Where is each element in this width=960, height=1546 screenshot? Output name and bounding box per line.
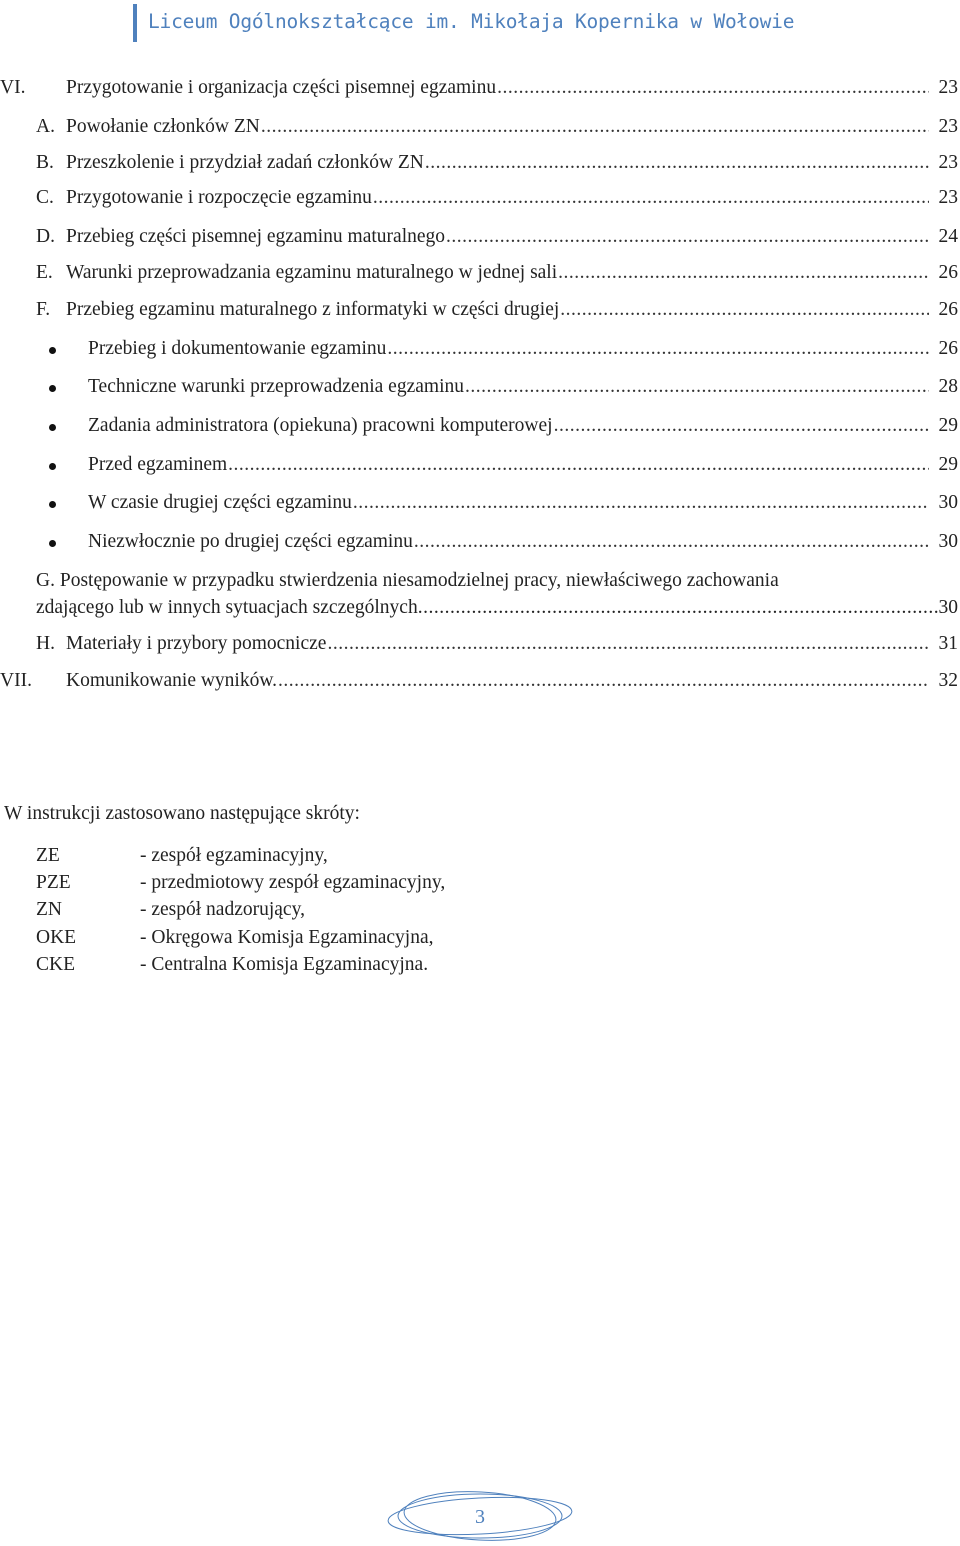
toc-leader-dots <box>327 632 929 656</box>
toc-subentry[interactable] <box>0 530 958 554</box>
page-number: 3 <box>475 1506 485 1528</box>
toc-entry-title: Przed egzaminem <box>88 454 228 475</box>
toc-entry[interactable] <box>0 76 958 100</box>
toc-entry-title: Techniczne warunki przeprowadzenia egzaminu <box>88 376 464 397</box>
bullet-icon <box>49 463 56 470</box>
toc-entry-page: 26 <box>938 262 958 283</box>
bullet-icon <box>49 424 56 431</box>
toc-leader-dots <box>418 594 939 621</box>
bullet-icon <box>49 540 56 547</box>
abbreviation-description: - przedmiotowy zespół egzaminacyjny, <box>140 872 446 893</box>
toc-leader-dots <box>446 225 929 249</box>
toc-leader-dots <box>261 115 929 139</box>
toc-subentry[interactable] <box>0 453 958 477</box>
abbreviation-code: PZE <box>36 872 71 893</box>
page-header <box>0 0 960 48</box>
bullet-icon <box>49 501 56 508</box>
abbreviation-code: CKE <box>36 954 75 975</box>
toc-leader-dots <box>497 76 929 100</box>
toc-entry-page: 30 <box>938 492 958 513</box>
toc-entry-page: 29 <box>938 454 958 475</box>
toc-entry-title: W czasie drugiej części egzaminu <box>88 492 352 513</box>
toc-entry-title: Przebieg części pisemnej egzaminu maturalnego <box>66 226 446 247</box>
toc-subentry[interactable] <box>0 414 958 438</box>
toc-leader-dots <box>228 453 929 477</box>
toc-entry-page: 32 <box>938 670 958 691</box>
toc-leader-dots <box>414 530 929 554</box>
toc-entry-title: Przebieg egzaminu maturalnego z informatyki w części drugiej <box>66 299 560 320</box>
toc-leader-dots <box>387 337 929 361</box>
toc-entry-page: 26 <box>938 338 958 359</box>
toc-entry-title: Zadania administratora (opiekuna) pracowni komputerowej <box>88 415 553 436</box>
toc-entry-first-line <box>36 567 779 594</box>
bullet-icon <box>49 347 56 354</box>
toc-entry[interactable] <box>0 669 958 693</box>
toc-entry-letter: D. <box>36 226 55 247</box>
toc-entry-page: 30 <box>938 597 958 618</box>
toc-leader-dots <box>425 151 929 175</box>
toc-entry-title: Przygotowanie i organizacja części pisemnej egzaminu <box>66 77 497 98</box>
toc-entry-page: 23 <box>938 116 958 137</box>
toc-entry-page: 28 <box>938 376 958 397</box>
abbreviations-intro: W instrukcji zastosowano następujące skróty: <box>4 803 360 824</box>
toc-entry-letter: E. <box>36 262 53 283</box>
toc-entry[interactable] <box>36 298 958 322</box>
toc-entry-page: 23 <box>938 187 958 208</box>
toc-entry-letter: B. <box>36 152 54 173</box>
toc-leader-dots <box>560 298 929 322</box>
toc-entry-page: 29 <box>938 415 958 436</box>
toc-leader-dots <box>554 414 929 438</box>
header-title: Liceum Ogólnokształcące im. Mikołaja Kopernika w Wołowie <box>148 10 795 33</box>
toc-entry-title: Materiały i przybory pomocnicze <box>66 633 327 654</box>
toc-entry-letter: H. <box>36 633 55 654</box>
toc-entry[interactable] <box>36 632 958 656</box>
toc-leader-dots <box>373 186 929 210</box>
toc-leader-dots <box>353 491 929 515</box>
toc-entry-title: Przebieg i dokumentowanie egzaminu <box>88 338 387 359</box>
toc-leader-dots <box>278 669 929 693</box>
toc-entry-letter: A. <box>36 116 55 137</box>
toc-entry[interactable] <box>36 186 958 210</box>
toc-entry[interactable] <box>36 261 958 285</box>
toc-entry-title-continued: zdającego lub w innych sytuacjach szczególnych <box>36 597 418 618</box>
abbreviation-code: OKE <box>36 927 77 948</box>
toc-leader-dots <box>558 261 929 285</box>
bullet-icon <box>49 385 56 392</box>
toc-subentry[interactable] <box>0 491 958 515</box>
toc-entry-page: 24 <box>938 226 958 247</box>
toc-entry-title: Powołanie członków ZN <box>66 116 260 137</box>
abbreviation-description: - Okręgowa Komisja Egzaminacyjna, <box>140 927 434 948</box>
abbreviation-description: - zespół nadzorujący, <box>140 899 305 920</box>
toc-entry-letter: C. <box>36 187 54 208</box>
abbreviation-code: ZE <box>36 845 60 866</box>
toc-subentry[interactable] <box>0 375 958 399</box>
toc-entry-title: Komunikowanie wyników. <box>66 670 278 691</box>
abbreviation-description: - Centralna Komisja Egzaminacyjna. <box>140 954 429 975</box>
toc-entry-page: 26 <box>938 299 958 320</box>
toc-entry-number: VII. <box>0 670 32 691</box>
toc-entry-number: VI. <box>0 77 26 98</box>
toc-subentry[interactable] <box>0 337 958 361</box>
header-accent-bar <box>133 4 137 42</box>
abbreviation-description: - zespół egzaminacyjny, <box>140 845 328 866</box>
toc-entry-page: 31 <box>938 633 958 654</box>
abbreviation-code: ZN <box>36 899 62 920</box>
toc-entry-title: Niezwłocznie po drugiej części egzaminu <box>88 531 413 552</box>
toc-entry-letter: G. <box>36 570 55 591</box>
toc-entry-title: Postępowanie w przypadku stwierdzenia niesamodzielnej pracy, niewłaściwego zachowania <box>59 570 779 591</box>
page-footer <box>0 1490 960 1546</box>
toc-entry[interactable] <box>36 151 958 175</box>
toc-entry-title: Warunki przeprowadzania egzaminu maturalnego w jednej sali <box>66 262 558 283</box>
toc-entry-letter: F. <box>36 299 51 320</box>
toc-entry-title: Przygotowanie i rozpoczęcie egzaminu <box>66 187 372 208</box>
toc-entry-second-line <box>36 594 958 621</box>
toc-entry-page: 30 <box>938 531 958 552</box>
toc-entry-page: 23 <box>938 77 958 98</box>
toc-entry-page: 23 <box>938 152 958 173</box>
toc-entry-title: Przeszkolenie i przydział zadań członków ZN <box>66 152 424 173</box>
toc-entry[interactable] <box>36 115 958 139</box>
toc-entry[interactable] <box>36 225 958 249</box>
toc-leader-dots <box>465 375 929 399</box>
